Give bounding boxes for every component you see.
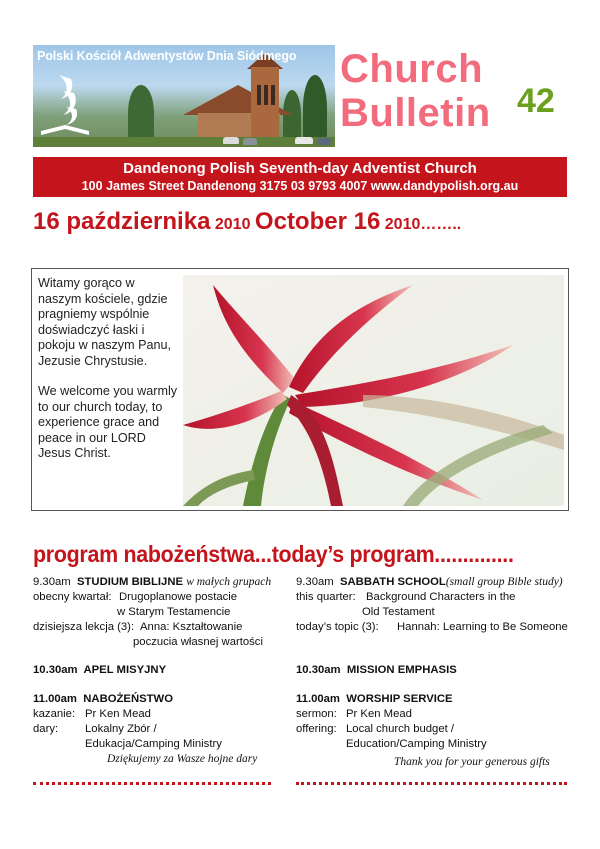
program-left-column xyxy=(33,575,293,775)
left-sermon-val: Pr Ken Mead xyxy=(85,708,151,720)
date-english-year: 2010 xyxy=(384,216,421,233)
church-name: Dandenong Polish Seventh-day Adventist Church xyxy=(123,160,477,177)
left-offering-val1: Lokalny Zbór / xyxy=(85,723,157,735)
tower-window xyxy=(264,85,268,105)
right-s3-title: WORSHIP SERVICE xyxy=(346,693,453,705)
header-banner-photo xyxy=(33,45,335,147)
left-quarter-label: obecny kwartał: xyxy=(33,591,112,603)
adventist-logo-icon xyxy=(39,69,91,141)
welcome-text xyxy=(38,276,178,477)
left-quarter-val1: Drugoplanowe postacie xyxy=(119,591,238,603)
date-polish-year: 2010 xyxy=(214,216,251,233)
left-s1-title: STUDIUM BIBLIJNE xyxy=(76,576,184,588)
right-s1-note: (small group Bible study) xyxy=(445,576,563,588)
tree xyxy=(128,85,154,140)
right-s2-title: MISSION EMPHASIS xyxy=(346,664,457,676)
date-polish: 16 października xyxy=(33,208,211,235)
tower-window xyxy=(271,85,275,105)
right-thanks: Thank you for your generous gifts xyxy=(394,756,550,768)
right-offering-label: offering: xyxy=(296,723,337,735)
right-sermon-label: sermon: xyxy=(296,708,337,720)
right-s2-time: 10.30am xyxy=(296,664,341,676)
right-s3-time: 11.00am xyxy=(296,693,340,705)
church-tower xyxy=(251,67,279,145)
title-church: Church xyxy=(340,47,483,91)
car xyxy=(223,137,239,144)
right-quarter-val1: Background Characters in the xyxy=(366,591,516,603)
date-trailing: …….. xyxy=(420,216,462,233)
program-right-column xyxy=(296,575,568,775)
left-s1-note: w małych grupach xyxy=(186,576,272,588)
right-dotted-rule xyxy=(296,782,567,785)
left-lesson-label: dzisiejsza lekcja (3): xyxy=(33,621,135,633)
left-thanks: Dziękujemy za Wasze hojne dary xyxy=(107,753,258,765)
car xyxy=(295,137,313,144)
right-offering-val2: Education/Camping Ministry xyxy=(346,738,487,750)
right-quarter-val2: Old Testament xyxy=(362,606,435,618)
left-dotted-rule xyxy=(33,782,271,785)
left-sermon-label: kazanie: xyxy=(33,708,76,720)
date-english: October 16 xyxy=(254,208,381,235)
banner-title: Polski Kościół Adwentystów Dnia Siódmego xyxy=(37,49,297,63)
car xyxy=(243,138,257,145)
right-offering-val1: Local church budget / xyxy=(346,723,455,735)
church-info-bar xyxy=(33,157,567,197)
left-s3-time: 11.00am xyxy=(33,693,77,705)
left-s1-time: 9.30am xyxy=(33,576,71,588)
church-contact: 100 James Street Dandenong 3175 03 9793 4007 www.dandypolish.org.au xyxy=(81,179,519,193)
left-lesson-val2: poczucia własnej wartości xyxy=(133,636,263,648)
right-sermon-val: Pr Ken Mead xyxy=(346,708,412,720)
left-s2-time: 10.30am xyxy=(33,664,78,676)
right-quarter-label: this quarter: xyxy=(296,591,356,603)
tree xyxy=(303,75,327,140)
welcome-polish: Witamy gorąco w naszym kościele, gdzie pragniemy wspólnie doświadczyć łaski i pokoju w naszym Panu, Jezusie Chrystusie. xyxy=(38,276,172,368)
car xyxy=(317,138,331,145)
flower-photo xyxy=(183,275,564,506)
title-bulletin: Bulletin xyxy=(340,91,491,135)
program-title: program nabożeństwa...today’s program.............. xyxy=(33,541,514,567)
left-s3-title: NABOŻEŃSTWO xyxy=(83,693,174,705)
right-topic-val: Hannah: Learning to Be Someone xyxy=(397,621,568,633)
right-s1-time: 9.30am xyxy=(296,576,334,588)
date-line xyxy=(33,208,461,236)
welcome-english: We welcome you warmly to our church today, to experience grace and peace in our LORD Jesus Christ. xyxy=(38,384,178,460)
left-s2-title: APEL MISYJNY xyxy=(83,664,167,676)
left-lesson-val1: Anna: Kształtowanie xyxy=(140,621,243,633)
left-quarter-val2: w Starym Testamencie xyxy=(117,606,231,618)
right-topic-label: today’s topic (3): xyxy=(296,621,379,633)
left-offering-val2: Edukacja/Camping Ministry xyxy=(85,738,222,750)
tower-window xyxy=(257,85,261,105)
issue-number: 42 xyxy=(517,82,555,120)
right-s1-title: SABBATH SCHOOL xyxy=(339,576,446,588)
left-offering-label: dary: xyxy=(33,723,59,735)
